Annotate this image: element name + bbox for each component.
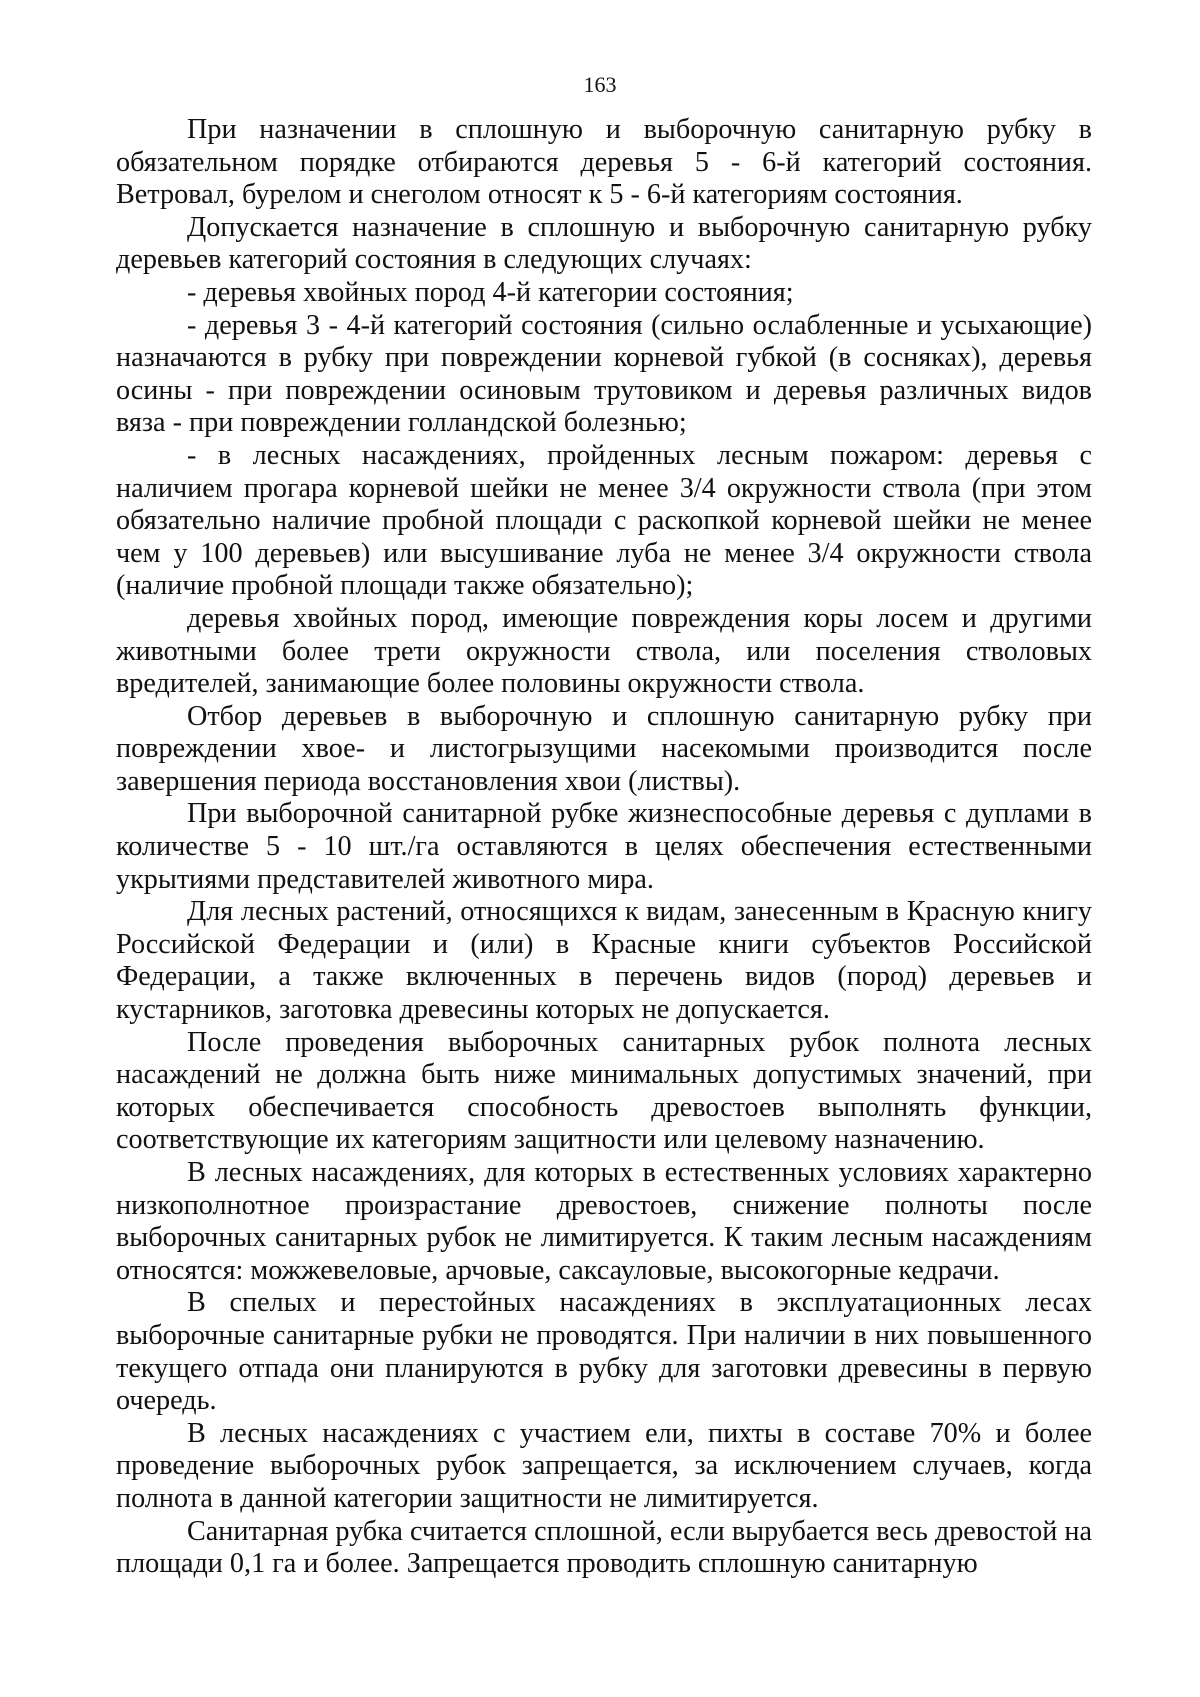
document-body [116,114,1092,1581]
list-item: - деревья хвойных пород 4-й категории состояния; [187,276,794,308]
paragraph: В спелых и перестойных насаждениях в эксплуатационных лесах выборочные санитарные рубки не проводятся. При наличии в них повышенного текущего отпада они планируются в рубку для заготовки древесины в первую очередь. [116,1287,1092,1417]
paragraph: Отбор деревьев в выборочную и сплошную санитарную рубку при повреждении хвое- и листогрызущими насекомыми производится после завершения периода восстановления хвои (листвы). [116,700,1092,797]
paragraph: После проведения выборочных санитарных рубок полнота лесных насаждений не должна быть ниже минимальных допустимых значений, при которых обеспечивается способность древостоев выполнять функции, соответствующие их категориям защитности или целевому назначению. [116,1026,1092,1156]
paragraph: В лесных насаждениях с участием ели, пихты в составе 70% и более проведение выборочных рубок запрещается, за исключением случаев, когда полнота в данной категории защитности не лимитируется. [116,1417,1092,1514]
page-number: 163 [583,72,617,97]
paragraph: деревья хвойных пород, имеющие повреждения коры лосем и другими животными более трети окружности ствола, или поселения стволовых вредителей, занимающие более половины окружности ствола. [116,602,1092,700]
paragraph: Санитарная рубка считается сплошной, если вырубается весь древостой на площади 0,1 га и более. Запрещается проводить сплошную санитарную [116,1515,1092,1580]
list-item: - в лесных насаждениях, пройденных лесным пожаром: деревья с наличием прогара корневой шейки не менее 3/4 окружности ствола (при этом обязательно наличие пробной площади с раскопкой корневой шейки не менее чем у 100 деревьев) или высушивание луба не менее 3/4 окружности ствола (наличие пробной площади также обязательно); [116,439,1092,602]
paragraph: В лесных насаждениях, для которых в естественных условиях характерно низкополнотное произрастание древостоев, снижение полноты после выборочных санитарных рубок не лимитируется. К таким лесным насаждениям относятся: можжевеловые, арчовые, саксауловые, высокогорные кедрачи. [116,1157,1092,1286]
paragraph: При выборочной санитарной рубке жизнеспособные деревья с дуплами в количестве 5 - 10 шт./га оставляются в целях обеспечения естественными укрытиями представителей животного мира. [116,798,1092,895]
paragraph: Для лесных растений, относящихся к видам, занесенным в Красную книгу Российской Федерации и (или) в Красные книги субъектов Российской Федерации, а также включенных в перечень видов (пород) деревьев и кустарников, заготовка древесины которых не допускается. [116,896,1092,1026]
paragraph: При назначении в сплошную и выборочную санитарную рубку в обязательном порядке отбираются деревья 5 - 6-й категорий состояния. Ветровал, бурелом и снеголом относят к 5 - 6-й категориям состояния. [116,114,1092,211]
paragraph: Допускается назначение в сплошную и выборочную санитарную рубку деревьев категорий состояния в следующих случаях: [116,211,1092,276]
list-item: - деревья 3 - 4-й категорий состояния (сильно ослабленные и усыхающие) назначаются в рубку при повреждении корневой губкой (в сосняках), деревья осины - при повреждении осиновым трутовиком и деревья различных видов вяза - при повреждении голландской болезнью; [116,309,1092,439]
